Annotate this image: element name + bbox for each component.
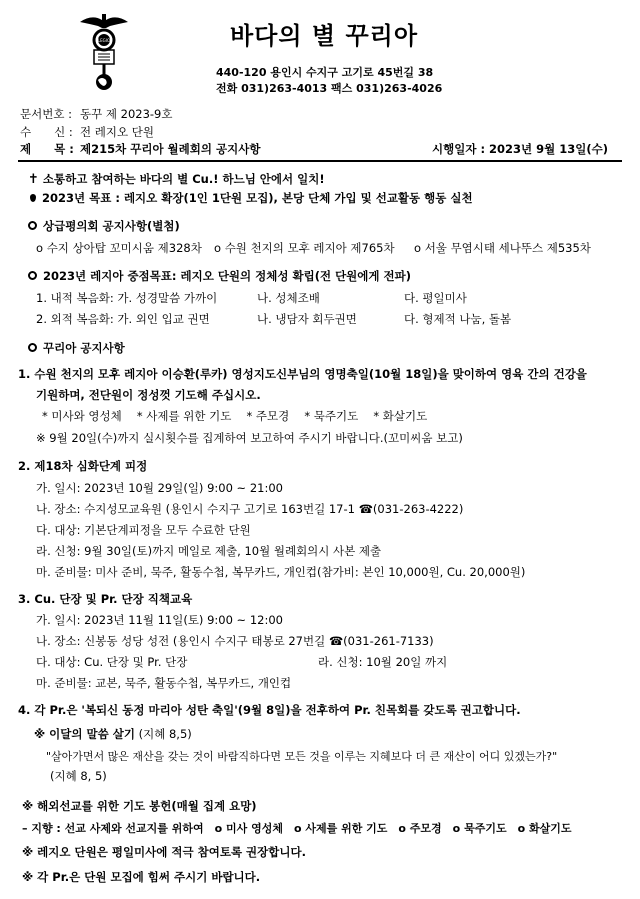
sec2-r1c3: 다. 평일미사 [404, 291, 467, 305]
drop-bullet-icon [30, 194, 36, 202]
word-of-month: ※ 이달의 말씀 살기 (지혜 8,5) [34, 727, 192, 741]
notice-3-a: 가. 일시: 2023년 11월 11일(토) 9:00 ~ 12:00 [36, 613, 283, 627]
org-title: 바다의 별 꾸리아 [230, 22, 418, 50]
word-quote: "살아가면서 많은 재산을 갖는 것이 바람직하다면 모든 것을 이루는 지혜보다 더 큰 재산이 어디 있겠는가?" [46, 750, 558, 763]
intro-line-2: 2023년 목표 : 레지오 확장(1인 1단원 모집), 본당 단체 가입 및 선교활동 행동 실천 [30, 190, 473, 206]
notice-1-line-2: 기원하며, 전단원이 정성껏 기도해 주십시오. [36, 388, 261, 402]
notice-2-title: 2. 제18차 심화단계 피정 [18, 459, 148, 473]
footer-recruit: ※ 각 Pr.은 단원 모집에 힘써 주시기 바랍니다. [22, 870, 261, 884]
sec2-r1c1: 1. 내적 복음화: 가. 성경말씀 가까이 [36, 291, 218, 305]
subject-label: 제 목 : [20, 142, 74, 156]
sec2-r2c2: 나. 냉담자 회두권면 [257, 312, 357, 326]
notice-3-d: 마. 준비물: 교본, 묵주, 활동수첩, 복무카드, 개인컵 [36, 676, 292, 690]
docno-value: 동꾸 제 2023-9호 [80, 107, 173, 121]
section-3-title: 꾸리아 공지사항 [28, 340, 125, 356]
section-1-title: 상급평의회 공지사항(별첨) [28, 218, 180, 234]
org-phone: 전화 031)263-4013 팩스 031)263-4026 [216, 82, 443, 95]
notice-2-a: 가. 일시: 2023년 10월 29일(일) 9:00 ~ 21:00 [36, 481, 283, 495]
subject-value: 제215차 꾸리아 월례회의 공지사항 [80, 142, 261, 156]
svg-text:LEGIO: LEGIO [97, 38, 111, 43]
sec2-r2c3: 다. 형제적 나눔, 돌봄 [404, 312, 512, 326]
ring-bullet-icon [28, 271, 37, 280]
notice-2-b: 나. 장소: 수지성모교육원 (용인시 수지구 고기로 163번길 17-1 ☎(031-263-4222) [36, 502, 464, 516]
sec1-item-3: o 서울 무염시태 세나뚜스 제535차 [414, 241, 591, 255]
notice-1-note: ※ 9월 20일(수)까지 실시횟수를 집계하여 보고하여 주시기 바랍니다.(꼬미씨움 보고) [36, 431, 463, 445]
footer-mission-prayer: ※ 해외선교를 위한 기도 봉헌(매월 집계 요망) [22, 799, 257, 813]
sec2-r1c2: 나. 성체조배 [257, 291, 320, 305]
ring-bullet-icon [28, 343, 37, 352]
cross-icon: ✝ [28, 172, 39, 187]
sec1-item-2: o 수원 천지의 모후 레지아 제765차 [214, 241, 395, 255]
ring-bullet-icon [28, 221, 37, 230]
docno-label: 문서번호 : [20, 107, 72, 121]
notice-3-c2: 라. 신청: 10월 20일 까지 [318, 655, 448, 669]
notice-3-title: 3. Cu. 단장 및 Pr. 단장 직책교육 [18, 592, 193, 606]
org-address: 440-120 용인시 수지구 고기로 45번길 38 [216, 66, 434, 79]
intro-line-1: ✝ 소통하고 참여하는 바다의 별 Cu.! 하느님 안에서 일치! [28, 172, 325, 187]
notice-3-c: 다. 대상: Cu. 단장 및 Pr. 단장 [36, 655, 188, 669]
footer-weekday-mass: ※ 레지오 단원은 평일미사에 적극 참여토록 권장합니다. [22, 845, 306, 859]
notice-3-b: 나. 장소: 신봉동 성당 성전 (용인시 수지구 태봉로 27번길 ☎(031-261-7133) [36, 634, 434, 648]
sec2-r2c1: 2. 외적 복음화: 가. 외인 입교 권면 [36, 312, 210, 326]
footer-mission-intention: – 지향 : 선교 사제와 선교지를 위하여 o 미사 영성체 o 사제를 위한 기도 o 주모경 o 묵주기도 o 화살기도 [22, 822, 572, 835]
issue-date: 시행일자 : 2023년 9월 13일(수) [432, 142, 609, 156]
legion-logo-icon [78, 10, 130, 92]
notice-1-prayers: * 미사와 영성체 * 사제를 위한 기도 * 주모경 * 묵주기도 * 화살기도 [42, 409, 428, 423]
header-divider [18, 160, 622, 162]
recipient-value: 전 레지오 단원 [80, 125, 154, 139]
recipient-label: 수 신 : [20, 125, 73, 139]
sec1-item-1: o 수지 상아탑 꼬미시움 제328차 [36, 241, 202, 255]
notice-2-c: 다. 대상: 기본단계피정을 모두 수료한 단원 [36, 523, 251, 537]
word-quote-ref: (지혜 8, 5) [50, 769, 107, 783]
notice-2-d: 라. 신청: 9월 30일(토)까지 메일로 제출, 10월 월례회의시 사본 제출 [36, 544, 382, 558]
notice-1-line-1: 1. 수원 천지의 모후 레지아 이승환(루카) 영성지도신부님의 영명축일(10월 18일)을 맞이하여 영육 간의 건강을 [18, 367, 587, 381]
notice-2-e: 마. 준비물: 미사 준비, 묵주, 활동수첩, 복무카드, 개인컵(참가비: 본인 10,000원, Cu. 20,000원) [36, 565, 526, 579]
section-2-title: 2023년 레지아 중점목표: 레지오 단원의 정체성 확립(전 단원에게 전파) [28, 268, 411, 284]
notice-4-title: 4. 각 Pr.은 '복되신 동정 마리아 성탄 축일'(9월 8일)을 전후하여 Pr. 친목회를 갖도록 권고합니다. [18, 703, 521, 717]
